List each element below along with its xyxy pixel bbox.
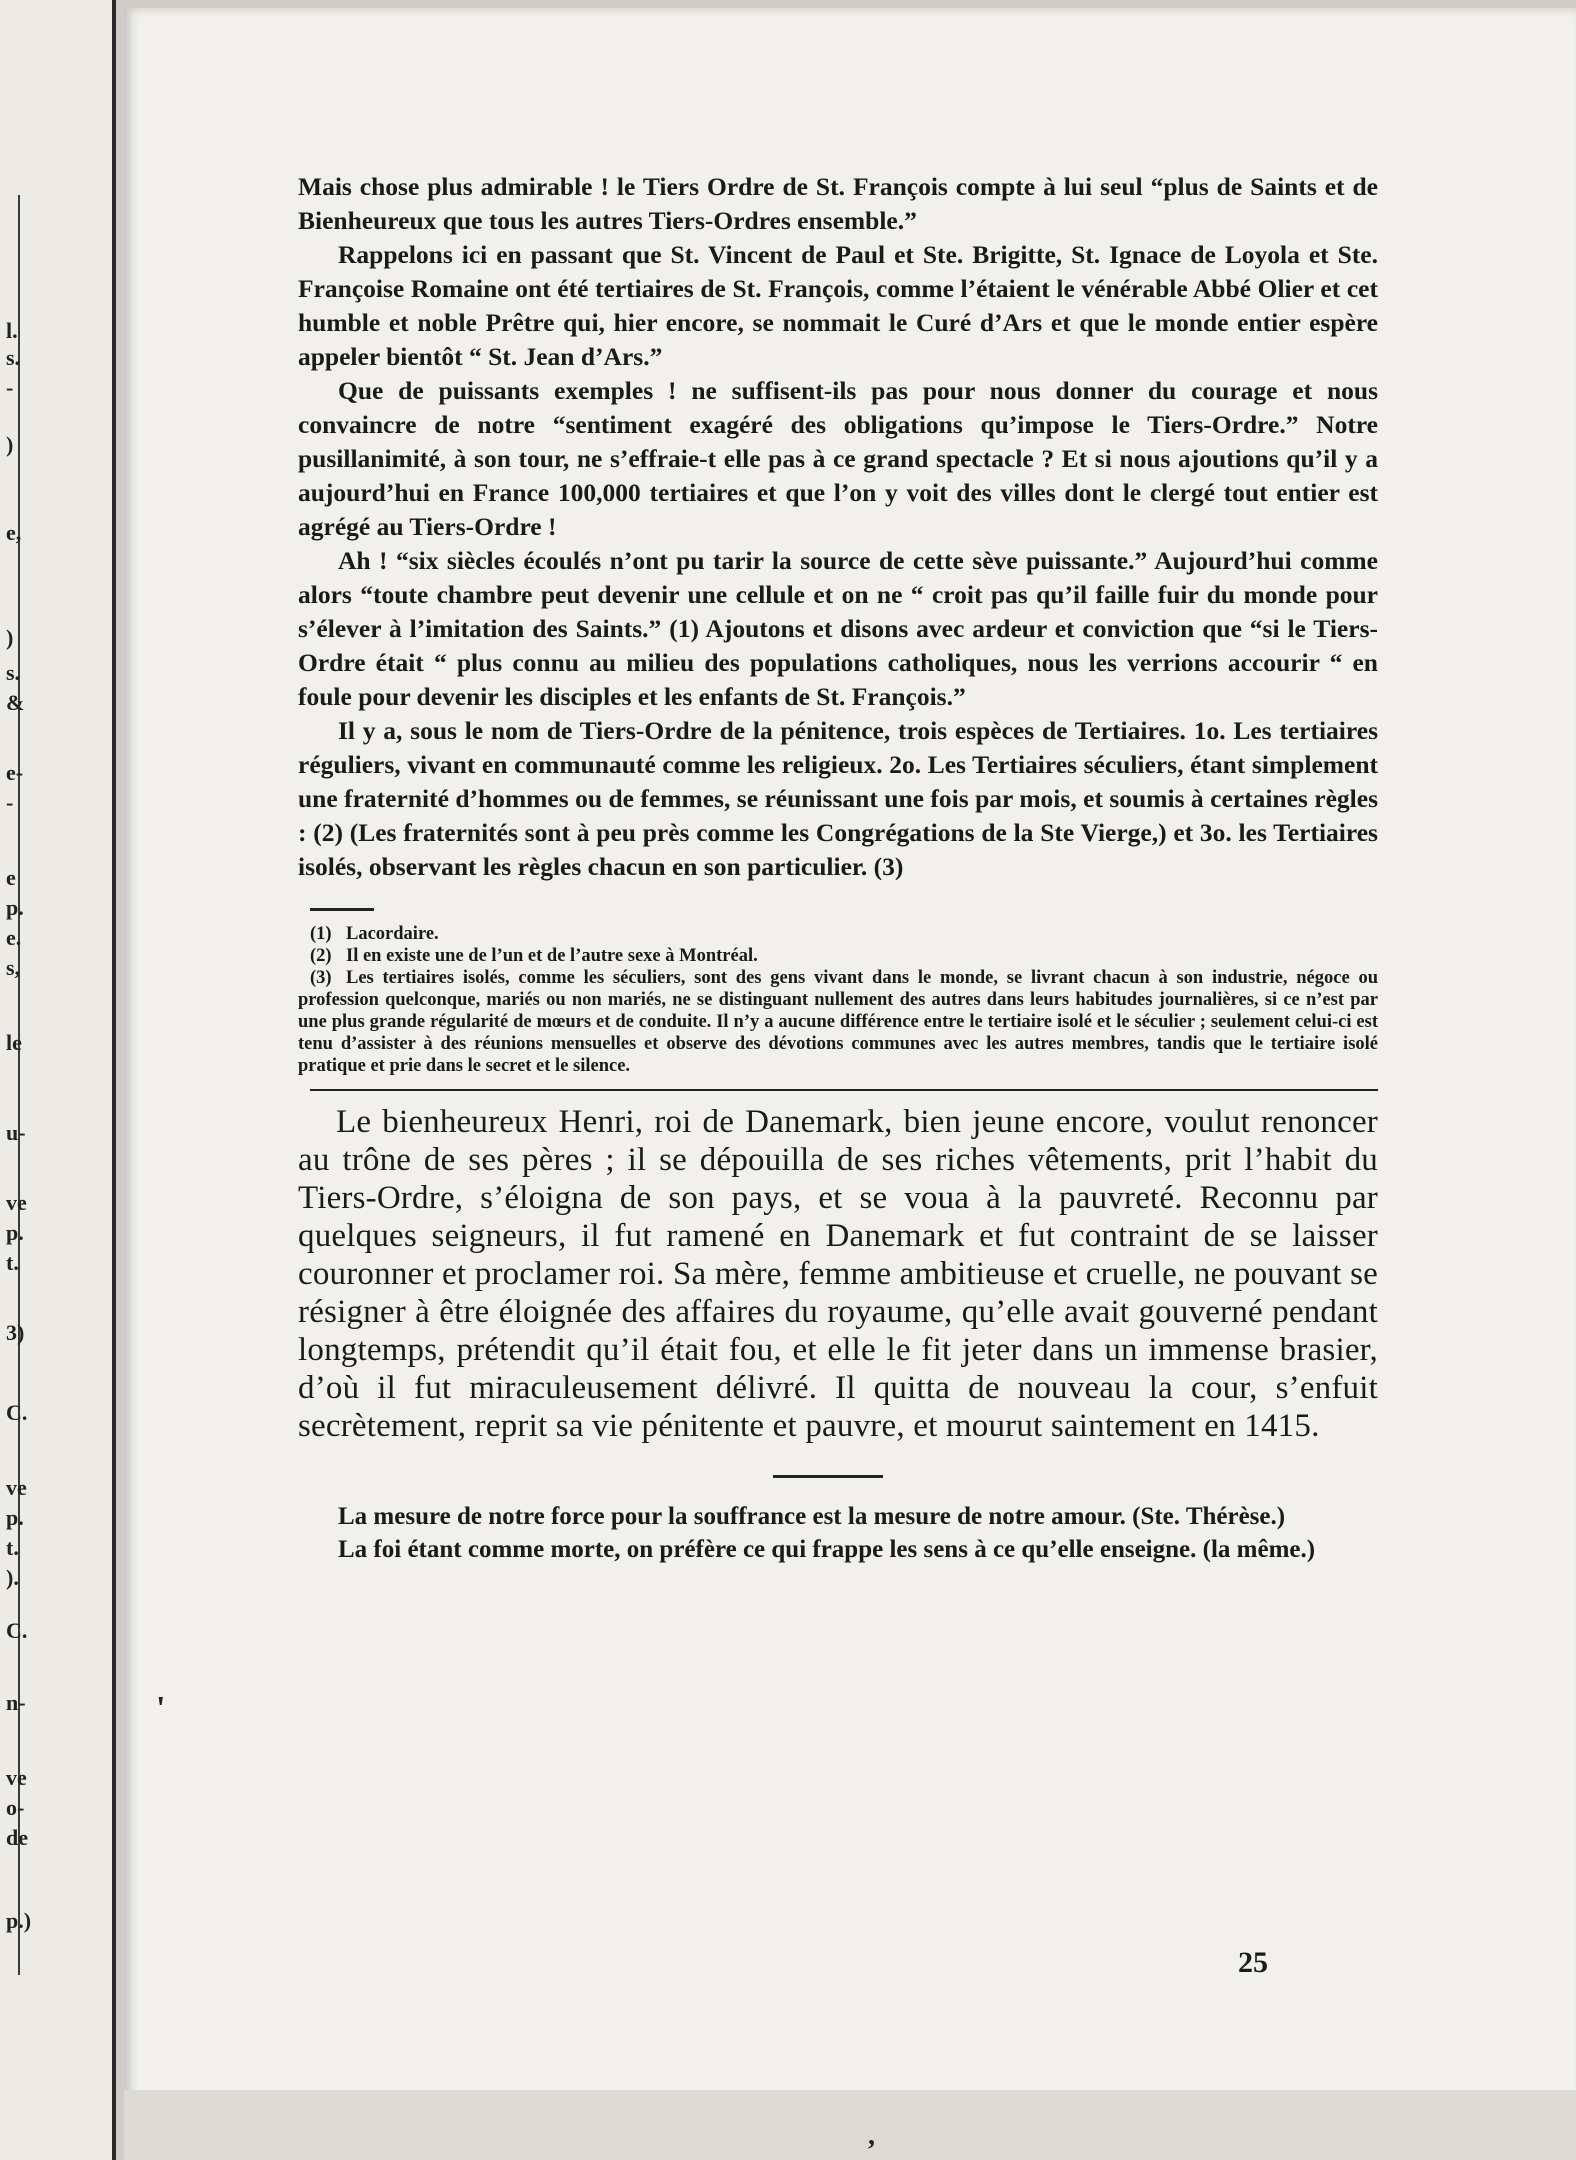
adjacent-page-fragment: ). <box>6 1565 19 1590</box>
adjacent-page-fragment: le <box>6 1030 22 1055</box>
adjacent-page-fragment: 3) <box>6 1320 25 1345</box>
adjacent-page-fragment: ve <box>6 1190 27 1215</box>
paragraph-saints: Mais chose plus admirable ! le Tiers Ordre de St. François compte à lui seul “plus de Saints et de Bienheureux que tous les autres Tiers-Ordres ensemble.” <box>298 172 1378 235</box>
page-bottom-margin <box>124 2090 1576 2160</box>
adjacent-page-fragment: ) <box>6 432 14 457</box>
ink-mark: , <box>868 2120 875 2151</box>
footnote-3 <box>298 967 1378 1077</box>
page-number: 25 <box>1238 1946 1268 1979</box>
adjacent-page-fragment: p. <box>6 1220 24 1245</box>
footnote-number: (3) <box>310 968 332 988</box>
quote-faith: La foi étant comme morte, on préfère ce qui frappe les sens à ce qu’elle enseigne. (la même.) <box>338 1536 1316 1563</box>
footnote-2 <box>298 945 1378 967</box>
adjacent-page-fragment: p.) <box>6 1908 32 1933</box>
footnote-number: (1) <box>310 924 332 944</box>
adjacent-page-fragment: e, <box>6 520 22 545</box>
adjacent-page-fragment: p. <box>6 1505 24 1530</box>
paragraph-tertiaries-list: Rappelons ici en passant que St. Vincent de Paul et Ste. Brigitte, St. Ignace de Loyola et Ste. Françoise Romaine ont été tertiaires de St. François, comme l’étaient le vénérable Abbé Olier et cet humble et noble Prêtre qui, hier encore, se nommait le Curé d’Ars et que le monde entier espère appeler bientôt “ St. Jean d’Ars.” <box>298 240 1378 371</box>
page-content <box>298 170 1378 1566</box>
footnote-text: Lacordaire. <box>346 924 439 944</box>
paragraph-six-centuries: Ah ! “six siècles écoulés n’ont pu tarir la source de cette sève puissante.” Aujourd’hui comme alors “toute chambre peut devenir une cellule et on ne “ croit pas qu’il faille fuir du monde pour s’élever à l’imitation des Saints.” (1) Ajoutons et disons avec ardeur et conviction que “si le Tiers-Ordre était “ plus connu au milieu des populations catholiques, nous les verrions accourir “ en foule pour devenir les disciples et les enfants de St. François.” <box>298 546 1378 711</box>
adjacent-page-fragment: & <box>6 690 25 715</box>
adjacent-page-fragment: n- <box>6 1690 26 1715</box>
adjacent-page-fragment: ve <box>6 1475 27 1500</box>
footnote-text: Il en existe une de l’un et de l’autre sexe à Montréal. <box>346 946 758 966</box>
adjacent-page-fragment: p. <box>6 895 24 920</box>
footnote-number: (2) <box>310 946 332 966</box>
footnote-1 <box>298 923 1378 945</box>
paragraph-examples: Que de puissants exemples ! ne suffisent-ils pas pour nous donner du courage et nous convaincre de notre “sentiment exagéré des obligations qu’impose le Tiers-Ordre.” Notre pusillanimité, à son tour, ne s’effraie-t elle pas à ce grand spectacle ? Et si nous ajoutions qu’il y a aujourd’hui en France 100,000 tertiaires et que l’on y voit des villes dont le clergé tout entier est agrégé au Tiers-Ordre ! <box>298 376 1378 541</box>
footnote-text: Les tertiaires isolés, comme les séculiers, sont des gens vivant dans le monde, se livrant chacun à son industrie, négoce ou profession quelconque, mariés ou non mariés, ne se distinguant nullement des autres dans leurs habitudes journalières, si ce n’est par une plus grande régularité de mœurs et de conduite. Il n’y a aucune différence entre le tertiaire isolé et le séculier ; seulement celui-ci est tenu d’assister à des réunions mensuelles et observe des dévotions communes avec les autres membres, tandis que le tertiaire isolé pratique et prie dans le secret et le silence. <box>298 968 1378 1076</box>
adjacent-page-fragment: s. <box>6 660 21 685</box>
adjacent-page-fragment: de <box>6 1825 28 1850</box>
adjacent-page-fragment: e. <box>6 925 22 950</box>
quote-therese: La mesure de notre force pour la souffrance est la mesure de notre amour. (Ste. Thérèse.) <box>338 1503 1286 1530</box>
adjacent-page-fragment: s. <box>6 345 21 370</box>
adjacent-page-fragment: C. <box>6 1618 28 1643</box>
story-henri-denmark: Le bienheureux Henri, roi de Danemark, bien jeune encore, voulut renoncer au trône de ses pères ; il se dépouilla de ses riches vêtements, prit l’habit du Tiers-Ordre, s’éloigna de son pays, et se voua à la pauvreté. Reconnu par quelques seigneurs, il fut ramené en Danemark et fut contraint de se laisser couronner et proclamer roi. Sa mère, femme ambitieuse et cruelle, ne pouvant se résigner à être éloignée des affaires du royaume, qu’elle avait gouverné pendant longtemps, prétendit qu’il était fou, et elle le fit jeter dans un immense brasier, d’où il fut miraculeusement délivré. Il quitta de nouveau la cour, s’enfuit secrètement, reprit sa vie pénitente et pauvre, et mourut saintement en 1415. <box>298 1104 1378 1444</box>
adjacent-page-fragment: ve <box>6 1765 27 1790</box>
adjacent-page-strip <box>0 0 116 2160</box>
adjacent-page-fragment: e <box>6 865 16 890</box>
footnote-separator <box>310 908 374 911</box>
ink-mark: ' <box>156 1690 166 1727</box>
adjacent-page-fragment: s, <box>6 955 21 980</box>
adjacent-page-fragment: t. <box>6 1535 19 1560</box>
short-divider <box>773 1475 883 1478</box>
adjacent-page-fragment: e- <box>6 760 24 785</box>
adjacent-page-fragment: - <box>6 790 14 815</box>
adjacent-page-fragment: C. <box>6 1400 28 1425</box>
adjacent-page-fragment: o- <box>6 1795 25 1820</box>
adjacent-page-fragment: u- <box>6 1120 26 1145</box>
section-divider <box>310 1089 1378 1091</box>
paragraph-three-kinds: Il y a, sous le nom de Tiers-Ordre de la pénitence, trois espèces de Tertiaires. 1o. Les tertiaires réguliers, vivant en communauté comme les religieux. 2o. Les Tertiaires séculiers, étant simplement une fraternité d’hommes ou de femmes, se réunissant une fois par mois, et soumis à certaines règles : (2) (Les fraternités sont à peu près comme les Congrégations de la Ste Vierge,) et 3o. les Tertiaires isolés, observant les règles chacun en son particulier. (3) <box>298 716 1378 881</box>
adjacent-page-fragment: t. <box>6 1250 19 1275</box>
adjacent-page-fragment: ) <box>6 625 14 650</box>
adjacent-page-fragment: l. <box>6 318 18 343</box>
adjacent-page-fragment: - <box>6 375 14 400</box>
